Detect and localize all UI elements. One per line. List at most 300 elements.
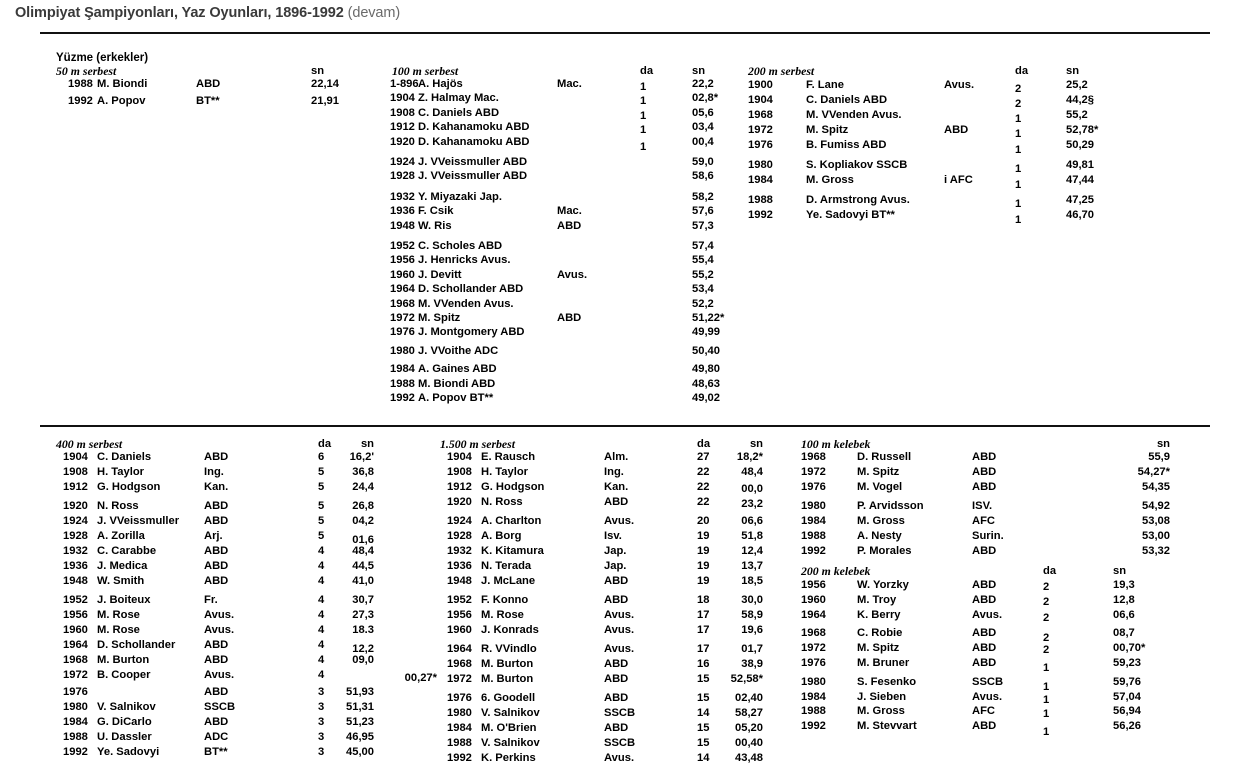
row-name: M. Biondi bbox=[97, 78, 148, 90]
row-country: Kan. bbox=[604, 481, 629, 493]
row-sn: 57,3 bbox=[692, 219, 714, 232]
row-sn: 58,9 bbox=[741, 609, 763, 621]
row-da: 17 bbox=[697, 643, 710, 655]
row-sn: 58,6 bbox=[692, 170, 714, 183]
row-year: 1904 bbox=[390, 92, 415, 105]
row-country: ABD bbox=[557, 219, 582, 232]
event-title-100m-kelebek: 100 m kelebek bbox=[801, 437, 871, 451]
row-country: ABD bbox=[604, 673, 629, 685]
row-sn: 36,8 bbox=[352, 466, 374, 478]
row-year: 1912 bbox=[390, 121, 415, 134]
row-year: 1952 bbox=[390, 240, 415, 252]
row-country: ABD bbox=[972, 579, 997, 591]
row-sn: 22,14 bbox=[311, 78, 339, 90]
row-year: 1960 bbox=[447, 624, 472, 636]
row-country: ABD bbox=[204, 686, 229, 698]
column-header-sn-50m-serbest: sn bbox=[311, 65, 325, 77]
row-country: SSCB bbox=[204, 701, 236, 713]
row-year: 1964 bbox=[63, 639, 88, 651]
row-da: 17 bbox=[697, 609, 710, 621]
row-da: 4 bbox=[318, 654, 325, 666]
row-name: N. Ross bbox=[97, 500, 139, 512]
row-year: 1928 bbox=[447, 530, 472, 542]
row-country: ISV. bbox=[972, 499, 993, 512]
row-name: D. Kahanamoku ABD bbox=[418, 135, 530, 148]
row-year: 1956 bbox=[801, 579, 826, 591]
row-name: J. Boiteux bbox=[97, 594, 151, 606]
row-country: Avus. bbox=[604, 609, 635, 621]
row-name: M. Spitz bbox=[806, 124, 849, 136]
row-name: V. Salnikov bbox=[481, 707, 540, 719]
row-name: D. Kahanamoku ABD bbox=[418, 121, 530, 134]
row-da: 1 bbox=[1015, 163, 1022, 175]
row-year: 1980 bbox=[801, 675, 826, 688]
row-country: ABD bbox=[204, 654, 229, 666]
row-da: 1 bbox=[1015, 113, 1022, 125]
row-da: 2 bbox=[1015, 83, 1022, 95]
row-name: G. Hodgson bbox=[97, 481, 161, 493]
row-sn: 48,4 bbox=[741, 466, 763, 478]
row-name: A. Popov bbox=[97, 94, 146, 107]
event-title-200m-kelebek: 200 m kelebek bbox=[801, 564, 871, 578]
row-year: 1948 bbox=[390, 219, 415, 232]
row-sn: 00,0 bbox=[741, 483, 763, 495]
row-da: 22 bbox=[697, 481, 710, 493]
row-country: Mac. bbox=[557, 78, 582, 90]
row-name: D. Schollander bbox=[97, 639, 176, 651]
row-sn: 55,9 bbox=[1148, 451, 1170, 463]
row-da: 1 bbox=[1015, 198, 1022, 210]
row-year: 1980 bbox=[447, 707, 472, 719]
row-da: 4 bbox=[318, 639, 325, 651]
row-da: 1 bbox=[1015, 144, 1022, 156]
row-name: J. Konrads bbox=[481, 624, 539, 636]
row-year: 1924 bbox=[63, 515, 88, 527]
row-sn: 58,27 bbox=[735, 707, 763, 719]
row-da: 5 bbox=[318, 466, 325, 478]
row-sn: 47,44 bbox=[1066, 174, 1094, 186]
row-country: Ing. bbox=[204, 466, 224, 478]
row-sn: 51,31 bbox=[346, 701, 374, 713]
event-title-400m-serbest: 400 m serbest bbox=[56, 437, 123, 451]
row-country: AFC bbox=[972, 514, 995, 527]
row-name: M. Burton bbox=[481, 658, 534, 670]
row-year: 1908 bbox=[63, 466, 88, 478]
row-da: 1 bbox=[1043, 693, 1050, 706]
row-country: Avus. bbox=[604, 643, 635, 655]
row-da: 19 bbox=[697, 575, 710, 587]
row-sn: 49,80 bbox=[692, 363, 720, 376]
row-name: A. Popov BT** bbox=[418, 392, 494, 404]
row-name: M. Spitz bbox=[418, 312, 461, 324]
row-year: 1952 bbox=[447, 594, 472, 606]
row-sn: 44,5 bbox=[352, 560, 374, 572]
row-da: 4 bbox=[318, 545, 325, 557]
row-sn: 12,2 bbox=[352, 643, 374, 655]
row-sn: 49,02 bbox=[692, 392, 720, 404]
row-sn: 01,6 bbox=[352, 534, 374, 546]
row-da: 1 bbox=[1043, 708, 1050, 721]
row-name: J. VVeissmuller ABD bbox=[418, 156, 528, 168]
row-year: 1968 bbox=[801, 627, 826, 640]
row-da: 2 bbox=[1043, 581, 1050, 593]
row-country: Jap. bbox=[604, 560, 627, 572]
row-sn: 12,8 bbox=[1113, 593, 1135, 606]
row-da: 2 bbox=[1043, 632, 1050, 645]
row-country: Avus. bbox=[204, 609, 235, 621]
row-da: 3 bbox=[318, 731, 325, 743]
row-country: Mac. bbox=[557, 205, 582, 218]
row-sn: 06,6 bbox=[1113, 608, 1135, 621]
row-sn: 54,92 bbox=[1142, 499, 1170, 512]
row-name: M. Gross bbox=[857, 514, 905, 527]
row-year: 1976 bbox=[390, 326, 415, 339]
row-year: 1932 bbox=[63, 545, 88, 557]
row-sn: 54,27* bbox=[1137, 466, 1170, 479]
row-sn: 00,40 bbox=[735, 737, 763, 749]
row-name: F. Csik bbox=[418, 205, 454, 218]
row-country: ABD bbox=[972, 451, 997, 463]
row-da: 3 bbox=[318, 716, 325, 728]
row-sn: 12,4 bbox=[741, 545, 763, 557]
column-header-sn-200m-serbest: sn bbox=[1066, 65, 1080, 77]
event-title-100m-serbest: 100 m serbest bbox=[392, 64, 459, 78]
row-sn: 59,0 bbox=[692, 156, 714, 168]
row-year: 1984 bbox=[748, 174, 773, 186]
row-sn: 53,00 bbox=[1142, 530, 1170, 542]
row-sn: 55,2 bbox=[1066, 109, 1088, 121]
row-year: 1988 bbox=[63, 731, 88, 743]
row-da: 1 bbox=[1015, 214, 1022, 226]
row-country: ABD bbox=[204, 716, 229, 728]
row-year: 1980 bbox=[63, 701, 88, 713]
page-title bbox=[15, 5, 400, 21]
row-name: J. VVoithe ADC bbox=[418, 344, 499, 357]
row-country: ABD bbox=[604, 575, 629, 587]
row-year: 1992 bbox=[801, 545, 826, 558]
row-year: 1968 bbox=[63, 654, 88, 666]
row-da: 1 bbox=[1015, 128, 1022, 140]
row-name: C. Scholes ABD bbox=[418, 240, 503, 252]
row-da: 4 bbox=[318, 624, 325, 636]
row-year: 1924 bbox=[447, 515, 472, 527]
row-sn: 48,4 bbox=[352, 545, 374, 557]
row-sn: 26,8 bbox=[352, 500, 374, 512]
row-name: M. Biondi ABD bbox=[418, 377, 496, 390]
row-name: M. Bruner bbox=[857, 657, 910, 669]
row-name: W. Yorzky bbox=[857, 579, 909, 591]
column-header-da-100m-serbest: da bbox=[640, 65, 654, 77]
column-header-sn-1500m-serbest: sn bbox=[749, 438, 763, 450]
column-header-da-1500m-serbest: da bbox=[697, 438, 711, 450]
row-country: SSCB bbox=[972, 675, 1004, 688]
row-da: 1 bbox=[1015, 179, 1022, 191]
row-da: 1 bbox=[640, 140, 647, 153]
row-name: M. Rose bbox=[97, 609, 140, 621]
row-da: 1 bbox=[1043, 662, 1050, 674]
row-year: 1992 bbox=[748, 209, 773, 221]
row-year: 1984 bbox=[390, 363, 415, 376]
row-year: 1928 bbox=[390, 170, 415, 183]
row-sn: 56,94 bbox=[1113, 705, 1141, 718]
row-name: C. Carabbe bbox=[97, 545, 157, 557]
row-name: B. Fumiss ABD bbox=[806, 139, 887, 151]
row-sn: 41,0 bbox=[352, 575, 374, 587]
row-name: K. Berry bbox=[857, 608, 901, 621]
row-da: 15 bbox=[697, 737, 710, 749]
row-country: ABD bbox=[972, 466, 997, 479]
row-sn: 52,78* bbox=[1066, 124, 1099, 136]
row-year: 1980 bbox=[390, 344, 415, 357]
row-year: 1988 bbox=[801, 705, 826, 718]
row-da: 1 bbox=[640, 109, 647, 122]
row-year: 1956 bbox=[390, 254, 415, 267]
row-year: 1936 bbox=[447, 560, 472, 572]
row-name: A. Gaines ABD bbox=[418, 363, 497, 376]
row-da: 4 bbox=[318, 560, 325, 572]
row-country: BT** bbox=[204, 746, 228, 758]
row-country: Avus. bbox=[604, 624, 635, 636]
row-name: V. Salnikov bbox=[97, 701, 156, 713]
row-year: 1968 bbox=[447, 658, 472, 670]
row-country: ABD bbox=[604, 594, 629, 606]
row-da: 1 bbox=[1043, 680, 1050, 693]
row-country: Arj. bbox=[204, 530, 223, 542]
row-year: 1956 bbox=[63, 609, 88, 621]
row-sn: 46,70 bbox=[1066, 209, 1094, 221]
row-sn: 24,4 bbox=[352, 481, 374, 493]
row-year: 1956 bbox=[447, 609, 472, 621]
row-sn: 47,25 bbox=[1066, 194, 1094, 206]
row-name: J. Medica bbox=[97, 560, 148, 572]
row-year: 1912 bbox=[447, 481, 472, 493]
row-sn: 51,93 bbox=[346, 686, 374, 698]
row-year: 1936 bbox=[63, 560, 88, 572]
row-sn: 18,2* bbox=[736, 451, 763, 463]
row-name: G. DiCarlo bbox=[97, 716, 152, 728]
row-name: M. VVenden Avus. bbox=[806, 109, 902, 121]
row-year: 1984 bbox=[63, 716, 88, 728]
row-da: 19 bbox=[697, 530, 710, 542]
row-year: 1992 bbox=[390, 392, 415, 404]
row-country: ABD bbox=[204, 560, 229, 572]
row-country: BT** bbox=[196, 94, 220, 107]
row-da: 4 bbox=[318, 575, 325, 587]
row-year: 1964 bbox=[390, 283, 415, 296]
row-year: 1928 bbox=[63, 530, 88, 542]
row-sn: 44,2§ bbox=[1066, 94, 1094, 106]
page-title-continued: (devam) bbox=[347, 5, 401, 21]
row-sn: 48,63 bbox=[692, 377, 720, 390]
row-year: 1948 bbox=[63, 575, 88, 587]
row-da: 4 bbox=[318, 609, 325, 621]
row-da: 3 bbox=[318, 746, 325, 758]
row-name: M. Rose bbox=[481, 609, 524, 621]
row-da: 1 bbox=[640, 81, 647, 93]
row-sn: 19,6 bbox=[741, 624, 763, 636]
column-header-da-200m-kelebek: da bbox=[1043, 565, 1057, 577]
row-name: V. Salnikov bbox=[481, 737, 540, 749]
row-sn: 09,0 bbox=[352, 654, 374, 666]
row-year: 1976 bbox=[748, 139, 773, 151]
row-da: 22 bbox=[697, 496, 710, 508]
row-sn: 52,58* bbox=[730, 673, 763, 685]
page-title-main: Olimpiyat Şampiyonları, Yaz Oyunları, 1896-1992 bbox=[15, 5, 344, 21]
row-sn: 50,40 bbox=[692, 344, 720, 357]
row-country: SSCB bbox=[604, 707, 636, 719]
row-name: M. Burton bbox=[481, 673, 534, 685]
row-country: Jap. bbox=[604, 545, 627, 557]
row-name: J. Montgomery ABD bbox=[418, 326, 525, 339]
row-da: 22 bbox=[697, 466, 710, 478]
row-sn: 22,2 bbox=[692, 78, 714, 90]
row-name: A. Zorilla bbox=[97, 530, 145, 542]
row-name: G. Hodgson bbox=[481, 481, 545, 493]
row-name: C. Daniels ABD bbox=[418, 106, 500, 119]
row-name: J. Henricks Avus. bbox=[418, 254, 511, 267]
row-da: 14 bbox=[697, 752, 710, 764]
row-year: 1972 bbox=[447, 673, 472, 685]
row-year: 1988 bbox=[447, 737, 472, 749]
row-name: J. VVeissmuller ABD bbox=[418, 170, 528, 183]
row-country: ABD bbox=[204, 500, 229, 512]
row-name: D. Armstrong Avus. bbox=[806, 194, 910, 206]
row-sn: 51,23 bbox=[346, 716, 374, 728]
row-year: 1952 bbox=[63, 594, 88, 606]
row-da: 4 bbox=[318, 594, 325, 606]
row-da: 5 bbox=[318, 500, 325, 512]
row-year: 1988 bbox=[390, 377, 415, 390]
row-name: M. Rose bbox=[97, 624, 140, 636]
row-sn: 51,22* bbox=[692, 312, 725, 324]
event-title-50m-serbest: 50 m serbest bbox=[56, 64, 117, 78]
row-sn: 49,81 bbox=[1066, 159, 1094, 171]
row-da: 15 bbox=[697, 673, 710, 685]
row-country: Avus. bbox=[204, 669, 235, 681]
row-country: ABD bbox=[972, 657, 997, 669]
row-year: 1932 bbox=[390, 190, 415, 203]
column-header-sn-200m-kelebek: sn bbox=[1113, 565, 1127, 577]
row-sn: 27,3 bbox=[352, 609, 374, 621]
row-year: 1992 bbox=[447, 752, 472, 764]
row-sn: 58,2 bbox=[692, 190, 714, 203]
row-sn: 46,95 bbox=[346, 731, 374, 743]
row-sn: 16,2' bbox=[349, 451, 374, 463]
row-name: M. Troy bbox=[857, 593, 897, 606]
row-year: 1-896 bbox=[390, 78, 419, 90]
row-sn: 55,4 bbox=[692, 254, 714, 267]
row-year: 1992 bbox=[801, 720, 826, 733]
row-sn: 30,0 bbox=[741, 594, 763, 606]
column-header-da-400m-serbest: da bbox=[318, 438, 332, 450]
row-name: N. Terada bbox=[481, 560, 532, 572]
row-country: ABD bbox=[972, 720, 997, 733]
row-country: SSCB bbox=[604, 737, 636, 749]
row-name: M. Spitz bbox=[857, 466, 900, 479]
row-year: 1936 bbox=[390, 205, 415, 218]
row-country: ABD bbox=[204, 515, 229, 527]
row-name: M. Gross bbox=[857, 705, 905, 718]
row-sn: 53,08 bbox=[1142, 514, 1170, 527]
row-name: K. Perkins bbox=[481, 752, 536, 764]
row-name: F. Lane bbox=[806, 79, 844, 91]
row-year: 1960 bbox=[390, 268, 415, 281]
divider-top bbox=[40, 32, 1210, 34]
row-country: ABD bbox=[604, 722, 629, 734]
row-sn: 53,32 bbox=[1142, 545, 1170, 558]
row-year: 1968 bbox=[801, 451, 826, 463]
row-name: A. Charlton bbox=[481, 515, 542, 527]
row-da: 1 bbox=[1043, 726, 1050, 739]
row-name: H. Taylor bbox=[97, 466, 145, 478]
row-year: 1964 bbox=[801, 608, 826, 621]
row-da: 4 bbox=[318, 669, 325, 681]
row-name: Ye. Sadovyi bbox=[97, 746, 160, 758]
row-country: i AFC bbox=[944, 174, 973, 186]
row-sn: 38,9 bbox=[741, 658, 763, 670]
row-sn: 01,7 bbox=[741, 643, 763, 655]
row-name: A. Nesty bbox=[857, 530, 902, 542]
row-da: 3 bbox=[318, 701, 325, 713]
row-country: ABD bbox=[604, 658, 629, 670]
row-name: M. Spitz bbox=[857, 642, 900, 655]
row-year: 1972 bbox=[748, 124, 773, 136]
row-da: 20 bbox=[697, 515, 710, 527]
row-country: ABD bbox=[972, 627, 997, 640]
row-country: Avus. bbox=[604, 515, 635, 527]
row-year: 1964 bbox=[447, 643, 472, 655]
row-da: 15 bbox=[697, 722, 710, 734]
row-sn: 19,3 bbox=[1113, 579, 1135, 591]
row-name: R. VVindlo bbox=[481, 643, 537, 655]
row-da: 27 bbox=[697, 451, 710, 463]
row-da: 5 bbox=[318, 515, 325, 527]
row-sn: 06,6 bbox=[741, 515, 763, 527]
row-da: 2 bbox=[1043, 611, 1050, 624]
row-year: 1984 bbox=[801, 690, 826, 703]
row-country: Isv. bbox=[604, 530, 622, 542]
row-sn: 52,2 bbox=[692, 297, 714, 310]
event-title-1500m-serbest: 1.500 m serbest bbox=[440, 437, 516, 451]
row-name: A. Hajös bbox=[418, 78, 463, 90]
row-name: N. Ross bbox=[481, 496, 523, 508]
row-sn: 57,6 bbox=[692, 205, 714, 218]
row-sn: 00,4 bbox=[692, 135, 714, 148]
row-year: 1908 bbox=[390, 106, 415, 119]
row-sn: 59,23 bbox=[1113, 657, 1141, 669]
row-name: M. Stevvart bbox=[857, 720, 917, 733]
row-sn: 04,2 bbox=[352, 515, 374, 527]
row-sn: 59,76 bbox=[1113, 675, 1141, 688]
row-sn: 54,35 bbox=[1142, 481, 1170, 494]
row-year: 1980 bbox=[748, 159, 773, 171]
row-year: 1960 bbox=[63, 624, 88, 636]
row-year: 1984 bbox=[801, 514, 826, 527]
row-da: 5 bbox=[318, 481, 325, 493]
row-country: ABD bbox=[972, 642, 997, 655]
row-year: 1904 bbox=[63, 451, 88, 463]
row-name: U. Dassler bbox=[97, 731, 152, 743]
group-header-swimming-men: Yüzme (erkekler) bbox=[56, 52, 149, 64]
row-name: H. Taylor bbox=[481, 466, 529, 478]
row-sn: 08,7 bbox=[1113, 627, 1135, 640]
row-country: ABD bbox=[972, 545, 997, 558]
row-sn: 05,6 bbox=[692, 106, 714, 119]
row-sn: 05,20 bbox=[735, 722, 763, 734]
row-sn: 51,8 bbox=[741, 530, 763, 542]
row-da: 19 bbox=[697, 560, 710, 572]
row-da: 3 bbox=[318, 686, 325, 698]
